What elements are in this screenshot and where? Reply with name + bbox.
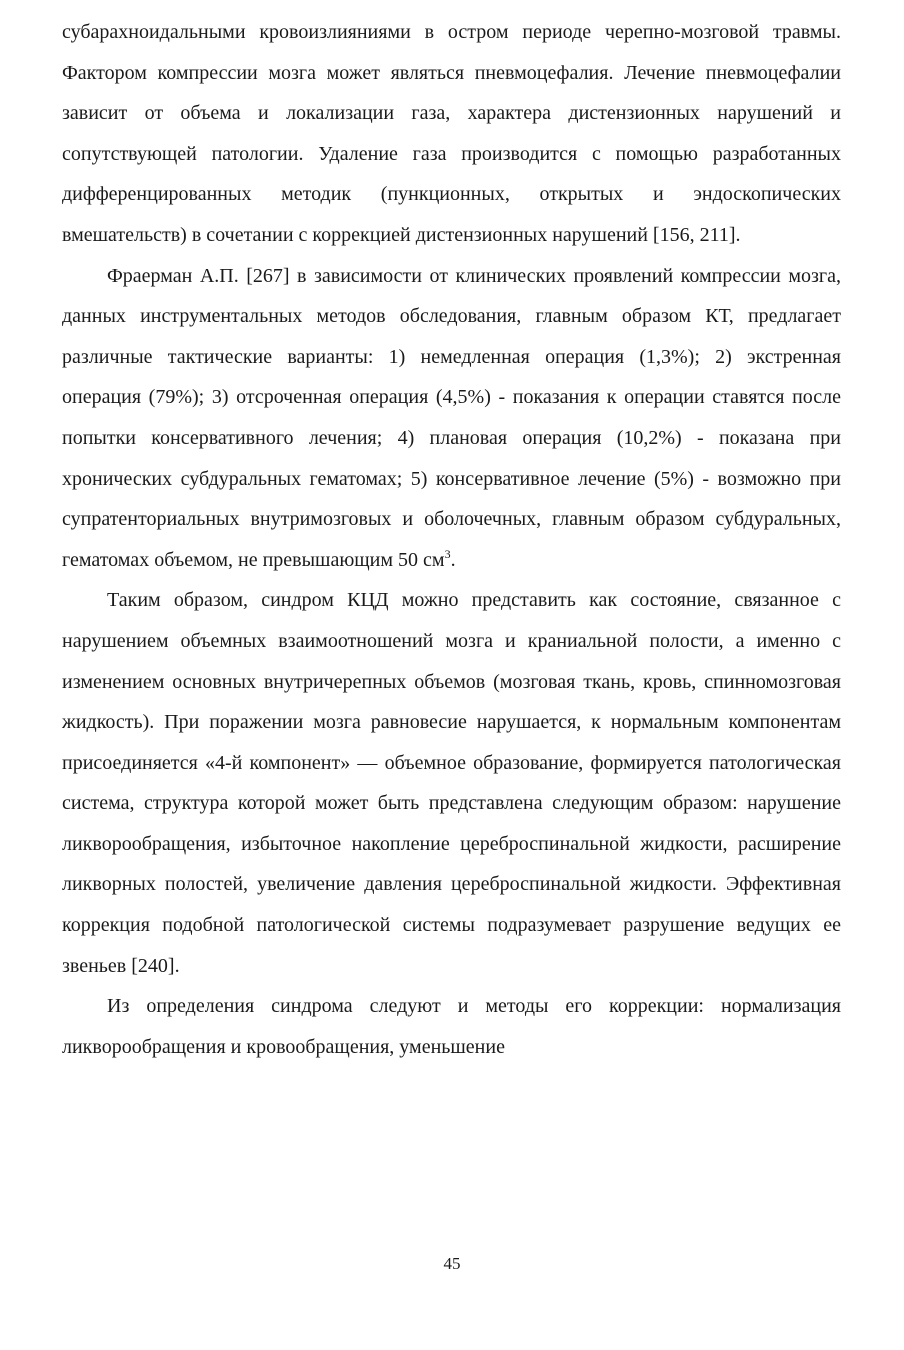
- page-number: 45: [443, 1254, 461, 1273]
- paragraph-continuation: субарахноидальными кровоизлияниями в остром периоде черепно-мозговой травмы. Фактором компрессии мозга может являться пневмоцефалия. Лечение пневмоцефалии зависит от объема и локализации газа, характера дистензионных нарушений и сопутствующей патологии. Удаление газа производится с помощью разработанных дифференцированных методик (пункционных, открытых и эндоскопических вмешательств) в сочетании с коррекцией дистензионных нарушений [156, 211].: [62, 21, 841, 246]
- document-page: [62, 12, 841, 1067]
- paragraph-fraerman: [62, 256, 841, 581]
- paragraph-fraerman-text: Фраерман А.П. [267] в зависимости от клинических проявлений компрессии мозга, данных инструментальных методов обследования, главным образом КТ, предлагает различные тактические варианты: 1) немедленная операция (1,3%); 2) экстренная операция (79%); 3) отсроченная операция (4,5%) - показания к операции ставятся после попытки консервативного лечения; 4) плановая операция (10,2%) - показана при хронических субдуральных гематомах; 5) консервативное лечение (5%) - возможно при супратенториальных внутримозговых и оболочечных, главным образом субдуральных, гематомах объемом, не превышающим 50 см: [62, 264, 841, 571]
- paragraph-kcd-syndrome: Таким образом, синдром КЦД можно представить как состояние, связанное с нарушением объемных взаимоотношений мозга и краниальной полости, а именно с изменением основных внутричерепных объемов (мозговая ткань, кровь, спинномозговая жидкость). При поражении мозга равновесие нарушается, к нормальным компонентам присоединяется «4-й компонент» — объемное образование, формируется патологическая система, структура которой может быть представлена следующим образом: нарушение ликворообращения, избыточное накопление цереброспинальной жидкости, расширение ликворных полостей, увеличение давления цереброспинальной жидкости. Эффективная коррекция подобной патологической системы подразумевает разрушение ведущих ее звеньев [240].: [62, 589, 841, 977]
- paragraph-fraerman-tail: .: [450, 548, 456, 571]
- paragraph-correction-methods: Из определения синдрома следуют и методы его коррекции: нормализация ликворообращения и кровообращения, уменьшение: [62, 995, 841, 1058]
- superscript-cubic: 3: [444, 546, 451, 561]
